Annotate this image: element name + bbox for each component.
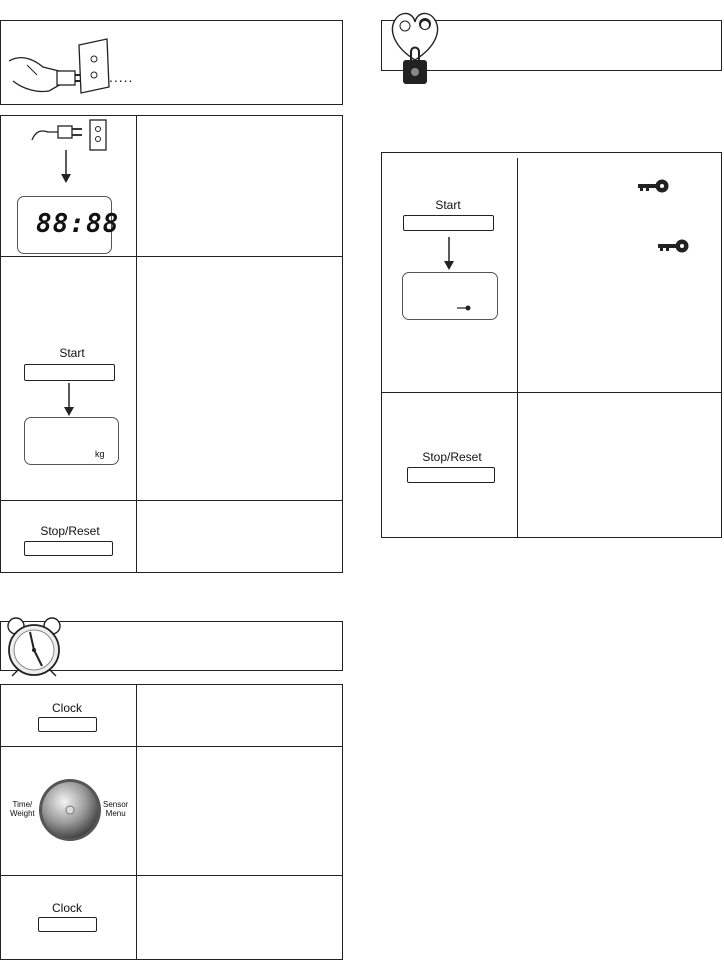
lock-display	[402, 272, 498, 320]
weight-display	[24, 417, 119, 465]
time-weight-dial[interactable]	[38, 778, 102, 842]
clock-button[interactable]	[38, 717, 97, 732]
clock-button-label: Clock	[52, 901, 83, 915]
clock-button[interactable]	[38, 917, 97, 932]
table-divider	[136, 684, 137, 960]
clock-button-label: Clock	[52, 701, 83, 715]
time-weight-line1: Time/	[12, 800, 33, 809]
row-divider	[0, 500, 343, 501]
table-divider	[517, 158, 518, 538]
plug-section-header	[0, 20, 343, 105]
alarm-clock-icon	[2, 614, 66, 682]
stop-reset-button[interactable]	[24, 541, 113, 556]
row-divider	[0, 875, 343, 876]
stop-reset-button-label: Stop/Reset	[40, 524, 100, 538]
start-button[interactable]	[24, 364, 115, 381]
child-lock-icon	[387, 2, 443, 90]
down-arrow-icon	[443, 237, 455, 271]
start-button-label: Start	[59, 346, 85, 360]
sensor-menu-label	[103, 800, 128, 818]
down-arrow-icon	[60, 150, 72, 184]
key-icon	[656, 239, 692, 253]
row-divider	[0, 746, 343, 747]
key-icon	[636, 179, 672, 193]
down-arrow-icon	[63, 383, 75, 417]
display-digits: 88:88	[36, 209, 120, 239]
sensor-menu-line1: Sensor	[103, 800, 129, 809]
row-divider	[0, 256, 343, 257]
table-divider	[136, 115, 137, 573]
time-weight-line2: Weight	[10, 809, 35, 818]
hand-plugging-outlet-icon	[7, 31, 137, 97]
key-icon	[457, 305, 471, 311]
plug-dots: .....	[109, 69, 134, 85]
start-button-label: Start	[435, 198, 461, 212]
sensor-menu-line2: Menu	[105, 809, 126, 818]
steps-table-power	[0, 115, 343, 573]
stop-reset-button[interactable]	[407, 467, 495, 483]
start-button[interactable]	[403, 215, 494, 231]
plug-cord-icon	[30, 118, 110, 152]
row-divider	[381, 392, 722, 393]
time-weight-label	[10, 800, 35, 818]
weight-unit: kg	[95, 449, 105, 459]
stop-reset-button-label: Stop/Reset	[422, 450, 482, 464]
power-on-display	[17, 196, 120, 254]
